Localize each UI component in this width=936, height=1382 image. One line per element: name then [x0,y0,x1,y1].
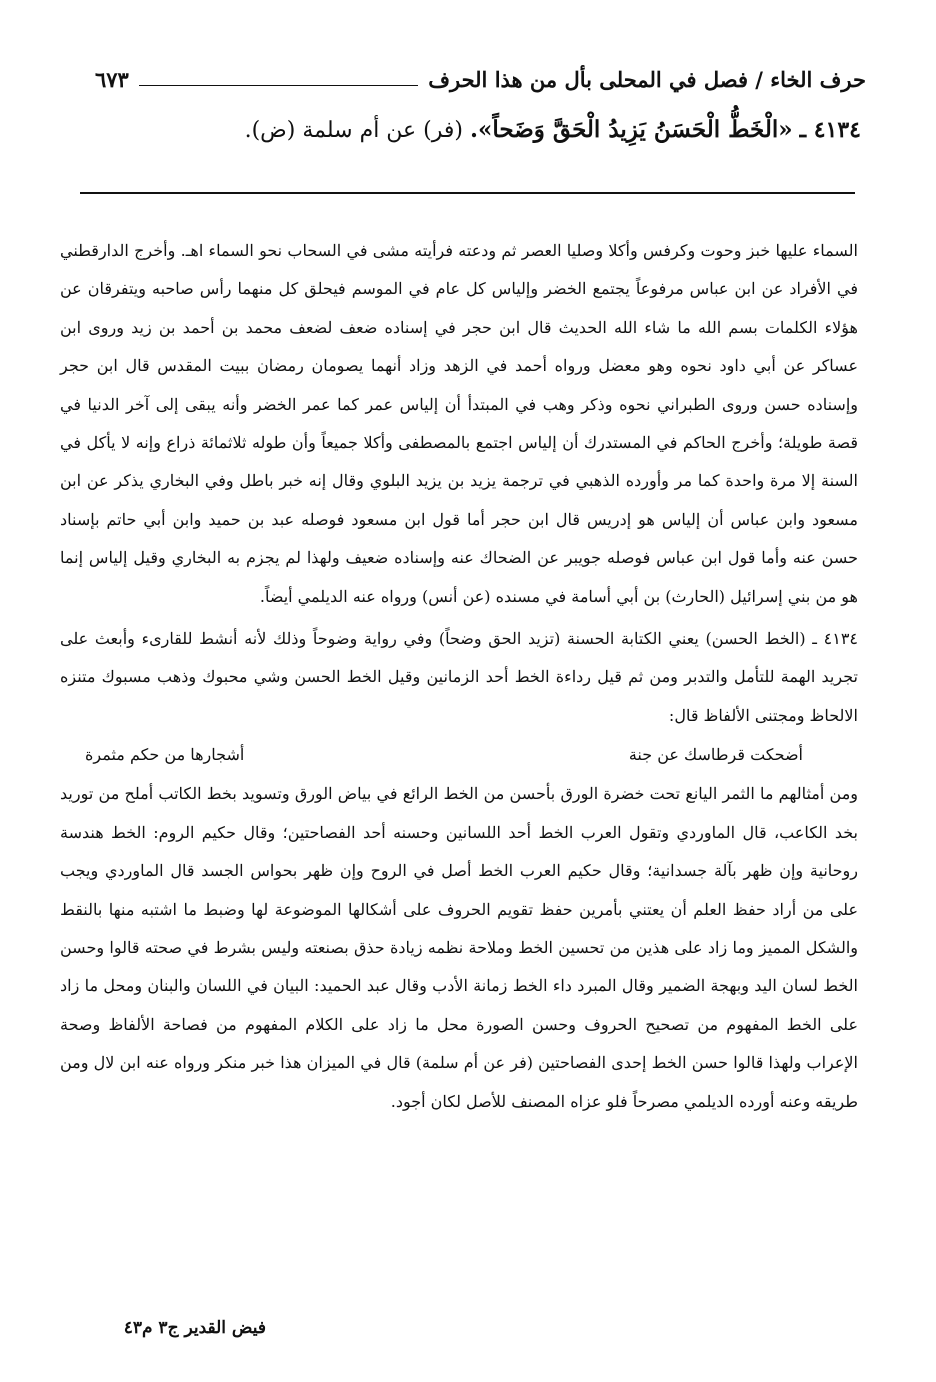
text-line: (الحارث) بن أبي أسامة في مسنده (عن أنس) ورواه عنه الديلمي أيضاً. [259,586,726,606]
hadith-text: «الْخَطُّ الْحَسَنُ يَزِيدُ الْحَقَّ وَضَحاً». [470,116,793,143]
text-line: السماء عليها خبز وحوت وكرفس وأكلا وصليا العصر ثم ودعته فرأيته مشى في السحاب نحو السماء [208,241,858,260]
text-line: طويلة؛ وأخرج الحاكم في المستدرك أن إلياس اجتمع بالمصطفى وأكلا جميعاً وأن طوله ثلاثمائة ذراع [166,433,823,453]
text-line: مسعود فوصله عبد بن حميد وابن أبي حاتم بإسناد حسن عنه وأما قول ابن عباس فوصله جويبر عن [60,509,859,568]
main-hadith [120,108,861,153]
hadith-number: ٤١٣٤ ـ [799,117,861,143]
text-line: ٤١٣٤ ـ (الخط الحسن) يعني الكتابة الحسنة (تزيد الحق وضحاً) وفي رواية وضوحاً وذلك لأنه [244,629,859,649]
signature-mark: فيض القدير ج٣ م٤٣ [123,1318,266,1338]
commentary-paragraph-3 [60,775,858,1121]
text-line: عزاه المصنف للأصل لكان أجود. [390,1091,602,1111]
commentary-paragraph-2 [60,620,858,735]
commentary-paragraph-1 [60,232,858,616]
text-line: أم سلمة) قال في الميزان هذا خبر منكر ورواه عنه ابن لال ومن طريقه وعنه أورده الديلمي مصرحاً فلو [60,1053,858,1111]
text-line: العرب الخط أصل في الروح وإن ظهر بحواس الجسد قال الماوردي ويجب على من أراد حفظ العلم أن [60,861,859,919]
header-rule [139,85,418,86]
text-line: في إسناده ضعف لضعف محمد بن أحمد بن زيد وروى ابن عساكر عن أبي داود نحوه وهو معضل [60,317,858,376]
text-line: الخط الحسن وشي محبوك وذهب مسبوك متنزه الالحاظ ومجتنى الألفاظ قال: [60,667,858,725]
poetry-verse [60,735,858,775]
text-line: ومن أمثالهم ما الثمر اليانع تحت خضرة الورق بأحسن من الخط الرائع في بياض الورق وتسويد [242,784,859,804]
page-header [95,50,866,90]
text-line: أحد الفصاحتين؛ وقال حكيم الروم: الخط هندسة روحانية وإن ظهر بآلة جسدانية؛ وقال حكيم [60,822,858,881]
text-line: بخط الكاتب أملح من توريد بخد الكاعب، قال الماوردي وتقول العرب الخط أحد اللسانين وحسنه [60,784,858,842]
verse-hemistich-first: أضحكت قرطاسك عن جنة [628,745,803,765]
text-line: فيحلق كل منهما رأس صاحبه ويتفرقان عن هؤلاء الكلمات بسم الله ما شاء الله الحديث قال ابن حجر [60,279,858,337]
text-commentary-divider [80,192,855,194]
text-line: يعتني بأمرين حفظ تقويم الحروف على أشكالها الموضوعة لها وضبط ما اشتبه منها بالنقط والشكل [60,899,858,957]
text-line: أنشط للقارىء وأبعث على تجريد الهمة للتأمل والتدبر ومن ثم قيل رداءة الخط أحد الزمانين وقيل [60,629,858,687]
text-line: باطل وفي البخاري يذكر عن ابن مسعود وابن عباس أن إلياس هو إدريس قال ابن حجر أما قول ابن [60,471,859,529]
text-line: ورواه أحمد في الزهد وزاد أنهما يصومان رمضان ببيت المقدس قال ابن حجر وإسناده حسن وروى [60,356,858,414]
text-line: وحسن الخط لسان اليد وبهجة الضمير وقال المبرد داء الخط زمانة الأدب وقال عبد الحميد: البيان في [60,937,859,996]
text-line: المميز وما زاد على هذين من تحسين الخط وملاحة نظمه زيادة حذق بصنعته وليس بشرط في صحته قالوا [109,937,801,957]
text-line: وإنه لا يأكل في السنة إلا مرة واحدة كما مر وأورده الذهبي في ترجمة يزيد بن يزيد البلوي وقال إنه خبر [60,433,858,491]
text-line: اهـ. وأخرج الدارقطني في الأفراد عن ابن عباس مرفوعاً يجتمع الخضر وإلياس كل عام في الموسم [60,241,859,299]
running-head: حرف الخاء / فصل في المحلى بأل من هذا الحرف [428,67,866,92]
text-line: اللسان والبنان ومحل ما زاد على الخط المفهوم من تصحيح الحروف وحسن الصورة محل ما زاد على [60,976,859,1034]
text-line: الطبراني نحوه وذكر وهب في المبتدأ أن إلياس عمر كما عمر الخضر وأنه يبقى إلى آخر الدنيا في قصة [60,394,859,453]
commentary [60,232,858,1121]
verse-hemistich-second: أشجارها من حكم مثمرة [85,745,245,765]
hadith-source: (فر) عن أم سلمة (ض). [244,118,463,143]
page-number: ٦٧٣ [95,67,129,92]
text-line: الضحاك عنه وإسناده ضعيف ولهذا لم يجزم به البخاري وقيل إلياس إنما هو من بني إسرائيل [60,548,858,606]
text-line: الكلام المفهوم من فصاحة الألفاظ وصحة الإعراب ولهذا قالوا حسن الخط إحدى الفصاحتين (فر عن [60,1014,859,1073]
